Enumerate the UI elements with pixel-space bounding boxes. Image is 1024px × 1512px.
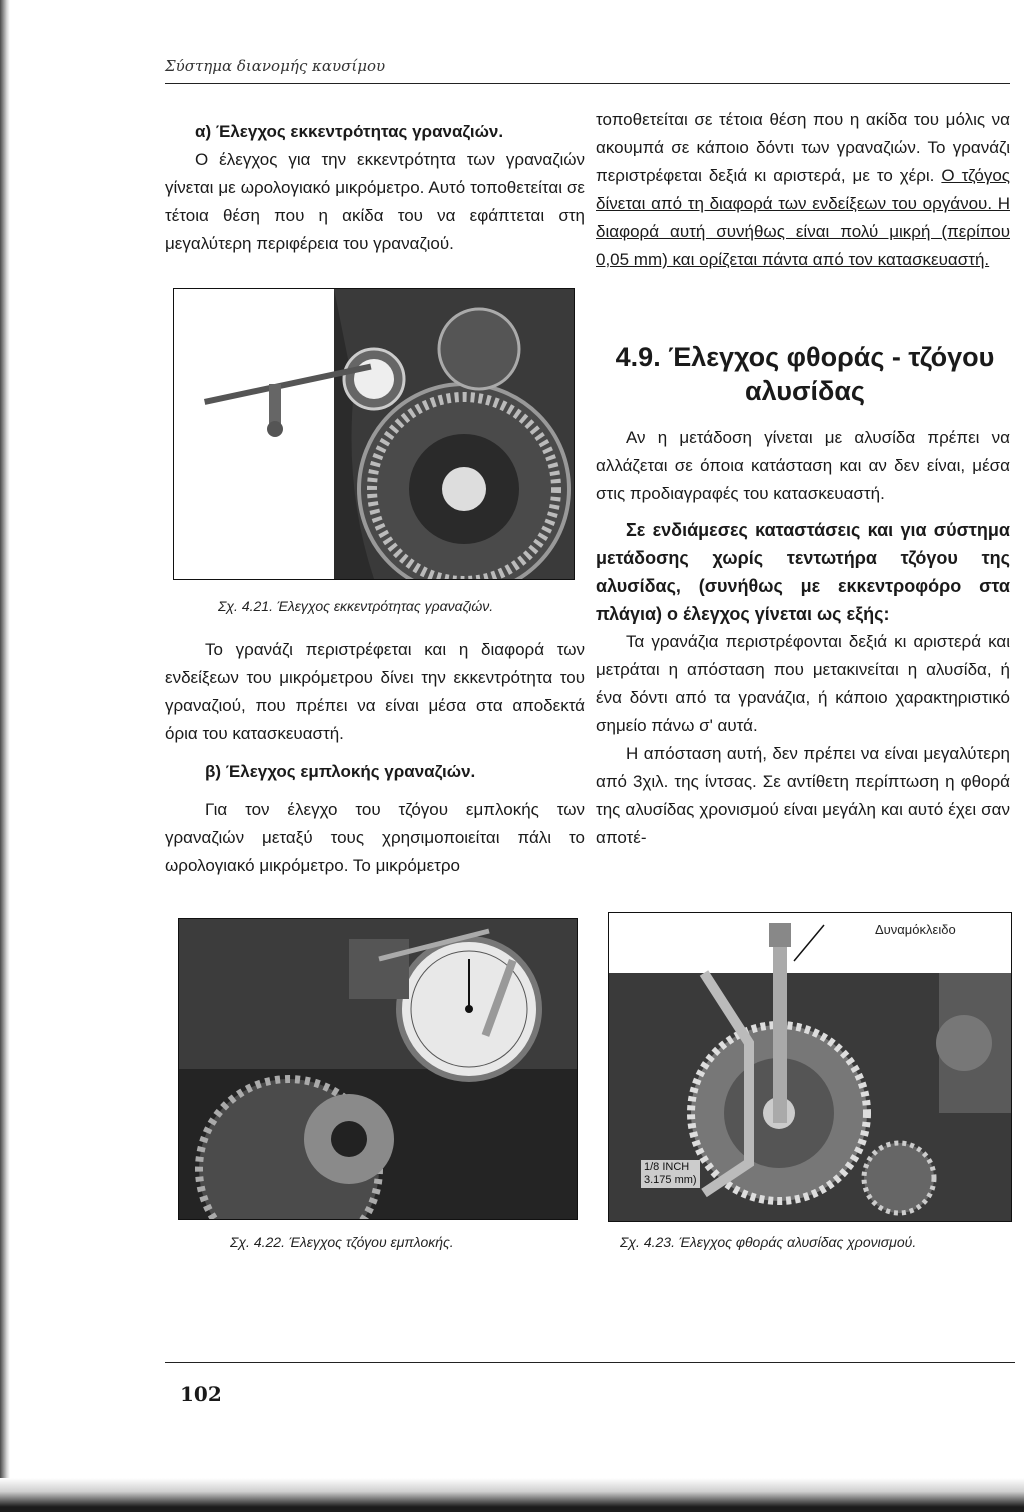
paragraph-continuation xyxy=(596,106,1010,274)
backlash-check-illustration xyxy=(179,919,577,1219)
right-column-body xyxy=(596,424,1010,852)
running-title: Σύστημα διανομής καυσίμου xyxy=(165,57,386,75)
scan-edge-left xyxy=(0,0,10,1512)
figure-4-21-caption: Σχ. 4.21. Έλεγχος εκκεντρότητας γραναζιών. xyxy=(218,598,494,614)
paragraph-chain-bold: Σε ενδιάμεσες καταστάσεις και για σύστημα μετάδοσης χωρίς τεντωτήρα τζόγου της αλυσίδας, (συνήθως με εκκεντροφόρο στα πλάγια) ο έλεγχος γίνεται ως εξής: xyxy=(596,520,1010,624)
right-column-top xyxy=(596,106,1010,274)
heading-b: β) Έλεγχος εμπλοκής γραναζιών. xyxy=(205,762,476,781)
figure-4-22-caption: Σχ. 4.22. Έλεγχος τζόγου εμπλοκής. xyxy=(230,1234,454,1250)
continuation-underlined-text: Ο τζόγος δίνεται από τη διαφορά των ενδείξεων του οργάνου. Η διαφορά αυτή συνήθως είναι πολύ μικρή (περίπου 0,05 mm) και ορίζεται πάντα από τον κατασκευαστή. xyxy=(596,166,1011,269)
section-title: 4.9. Έλεγχος φθοράς - τζόγου αλυσίδας xyxy=(615,342,995,406)
paragraph-a: Ο έλεγχος για την εκκεντρότητα των γραναζιών γίνεται με ωρολογιακό μικρόμετρο. Αυτό τοποθετείται σε τέτοια θέση που η ακίδα του να εφάπτεται στη μεγαλύτερη περιφέρεια του γραναζιού. xyxy=(165,150,585,253)
torque-wrench-label: Δυναμόκλειδο xyxy=(875,922,956,937)
scan-edge-bottom xyxy=(0,1478,1024,1512)
paragraph-chain-2: Τα γρανάζια περιστρέφονται δεξιά κι αριστερά και μετράται η απόσταση που μετακινείται η αλυσίδα, ή ένα δόντι από τα γρανάζια, ή κάποιο χαρακτηριστικό σημείο πάνω σ' αυτά. xyxy=(596,632,1010,735)
paragraph-b: Για τον έλεγχο του τζόγου εμπλοκής των γραναζιών μεταξύ τους χρησιμοποιείται πάλι το ωρολογιακό μικρόμετρο. Το μικρόμετρο xyxy=(165,800,585,875)
paragraph-after-figure: Το γρανάζι περιστρέφεται και η διαφορά των ενδείξεων του μικρόμετρου δίνει την εκκεντρότητα του γραναζιού, που πρέπει να είναι μέσα στα αποδεκτά όρια του κατασκευαστή. xyxy=(165,640,585,743)
figure-4-21-photo xyxy=(173,288,575,580)
inch-label-line-2: 3.175 mm) xyxy=(644,1174,697,1186)
figure-4-23-caption: Σχ. 4.23. Έλεγχος φθοράς αλυσίδας χρονισμού. xyxy=(620,1234,917,1250)
footer-rule xyxy=(165,1362,1015,1363)
left-column-top xyxy=(165,118,585,258)
page-header xyxy=(165,55,1010,84)
heading-a: α) Έλεγχος εκκεντρότητας γραναζιών. xyxy=(195,122,504,141)
figure-4-22-photo xyxy=(178,918,578,1220)
inch-label-line-1: 1/8 INCH xyxy=(644,1161,690,1173)
gear-dial-indicator-illustration xyxy=(174,289,574,579)
continuation-text: τοποθετείται σε τέτοια θέση που η ακίδα του μόλις να ακουμπά σε κάποιο δόντι των γραναζιών. Το γρανάζι περιστρέφεται δεξιά κι αριστερά, με το χέρι. xyxy=(596,110,1010,185)
paragraph-chain-3: Η απόσταση αυτή, δεν πρέπει να είναι μεγαλύτερη από 3χιλ. της ίντσας. Σε αντίθετη περίπτωση η φθορά της αλυσίδας χρονισμού είναι μεγάλη και αυτό έχει σαν αποτέ- xyxy=(596,744,1010,847)
left-column-middle xyxy=(165,636,585,880)
page-number: 102 xyxy=(180,1382,222,1406)
paragraph-chain-1: Αν η μετάδοση γίνεται με αλυσίδα πρέπει να αλλάζεται σε όποια κατάσταση και αν δεν είναι, μέσα στις προδιαγραφές του κατασκευαστή. xyxy=(596,428,1010,503)
inch-measure-label xyxy=(641,1160,700,1188)
